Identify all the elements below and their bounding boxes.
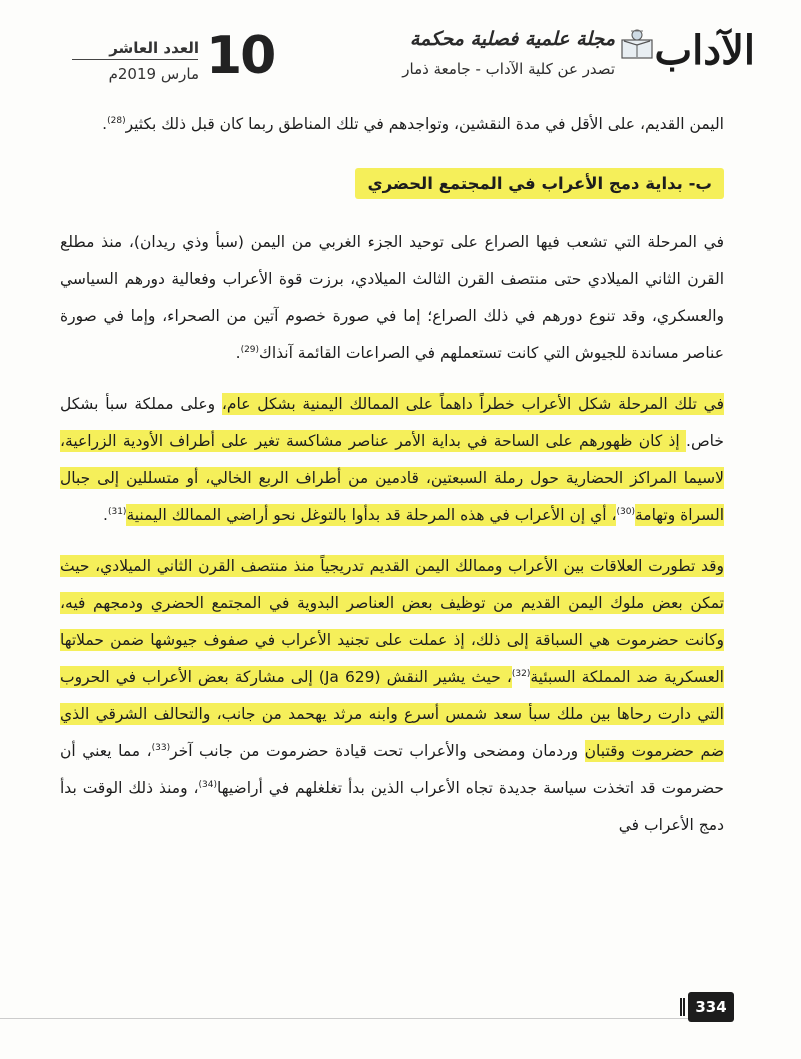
footnote-ref: (31) — [107, 506, 127, 517]
paragraph-4 — [60, 548, 724, 844]
footnote-ref: (33) — [151, 742, 171, 753]
page-number: 334 — [688, 992, 734, 1022]
paragraph-gap — [60, 372, 724, 386]
footnote-ref: (28) — [107, 115, 126, 126]
journal-title: مجلة علمية فصلية محكمة — [409, 28, 615, 50]
highlighted-text: ، حيث يشير النقش (Ja 629) إلى مشاركة بعض الأعراب في الحروب التي دارت رحاها بين ملك سبأ سعد شمس أسرع وابنه مرثد يهحمد من جانب، والتحالف الشرقي الذي ضم حضرموت وقتبان — [60, 668, 724, 760]
paragraph-text: في المرحلة التي تشعب فيها الصراع على توحيد الجزء الغربي من اليمن (سبأ وذي ريدان)، منذ مطلع القرن الثاني الميلادي حتى منتصف القرن الثالث الميلادي، برزت قوة الأعراب وفعالية دورهم السياسي والعسكري، وقد تنوع دورهم في ذلك الصراع؛ إما في صورة خصوم آتين من الصحراء، وإما في صورة عناصر مساندة للجيوش التي كانت تستعملهم في الصراعات القائمة آنذاك — [60, 233, 724, 362]
issue-number: 10 — [206, 26, 275, 86]
paragraph-text: ، ومنذ ذلك الوقت بدأ دمج الأعراب في — [60, 779, 724, 834]
book-emblem-icon — [619, 28, 655, 62]
journal-logo: الآداب — [654, 27, 755, 74]
paragraph-text: وعلى مملكة سبأ بشكل خاص. — [60, 395, 724, 450]
issue-block — [70, 28, 275, 88]
page-header — [0, 0, 801, 100]
highlighted-text: ، أي إن الأعراب في هذه المرحلة قد بدأوا بالتوغل نحو أراضي الممالك اليمنية — [126, 506, 617, 524]
highlighted-text: إذ كان ظهورهم على الساحة في بداية الأمر عناصر مشاكسة تغير على أطراف الأودية الزراعية، لاسيما المراكز الحضارية حول رملة السبعتين، قادمين من أطراف الربع الخالي، أو متسللين إلى جبال السراة وتهامة — [60, 432, 724, 524]
paragraph-text: اليمن القديم، على الأقل في مدة النقشين، وتواجدهم في تلك المناطق ربما كان قبل ذلك بكثير — [125, 115, 724, 133]
footer-divider — [0, 1018, 690, 1019]
paragraph-2: في المرحلة التي تشعب فيها الصراع على توحيد الجزء الغربي من اليمن (سبأ وذي ريدان)، منذ مطلع القرن الثاني الميلادي حتى منتصف القرن الثالث الميلادي، برزت قوة الأعراب وفعالية دورهم السياسي والعسكري، وقد تنوع دورهم في ذلك الصراع؛ إما في صورة خصوم آتين من الصحراء، وإما في صورة عناصر مساندة للجيوش التي كانت تستعملهم في الصراعات القائمة آنذاك$^{(29)}$. — [60, 233, 724, 362]
journal-subtitle: تصدر عن كلية الآداب - جامعة ذمار — [402, 60, 615, 78]
section-heading-text: ب- بداية دمج الأعراب في المجتمع الحضري — [355, 168, 724, 199]
paragraph-text: ، مما يعني أن حضرموت قد اتخذت سياسة جديدة تجاه الأعراب الذين بدأ تغلغلهم في أراضيها — [60, 742, 725, 797]
journal-masthead — [395, 20, 755, 90]
footnote-ref: (30) — [616, 506, 635, 517]
section-heading — [60, 165, 724, 202]
footnote-ref: (32) — [511, 668, 531, 679]
article-body — [60, 106, 724, 844]
footnote-ref: (29) — [240, 344, 260, 355]
paragraph-3: في تلك المرحلة شكل الأعراب خطراً داهماً على الممالك اليمنية بشكل عام، وعلى مملكة سبأ بشكل خاص. إذ كان ظهورهم على الساحة في بداية الأمر عناصر مشاكسة تغير على أطراف الأودية الزراعية، لاسيما المراكز الحضارية حول رملة السبعتين، قادمين من أطراف الربع الخالي، أو متسللين إلى جبال السراة وتهامة$^{(30)}$، أي إن الأعراب في هذه المرحلة قد بدأوا بالتوغل نحو أراضي الممالك اليمنية$^{(31)}$. — [60, 395, 724, 524]
paragraph-1: اليمن القديم، على الأقل في مدة النقشين، وتواجدهم في تلك المناطق ربما كان قبل ذلك بكثير$^{(28)}$. — [102, 115, 724, 133]
paragraph-text: وردمان ومضحى والأعراب تحت قيادة حضرموت من جانب آخر — [170, 742, 585, 760]
issue-title: العدد العاشر — [109, 39, 199, 57]
footnote-ref: (34) — [198, 779, 218, 790]
highlighted-text: في تلك المرحلة شكل الأعراب خطراً داهماً على الممالك اليمنية بشكل عام، — [221, 395, 724, 413]
highlighted-text: وقد تطورت العلاقات بين الأعراب وممالك اليمن القديم تدريجياً منذ منتصف القرن الثاني الميلادي، حيث تمكن بعض ملوك اليمن القديم من توظيف بعض العناصر البدوية في المجتمع الحضري ودمجهم فيه، وكانت حضرموت هي السباقة إلى ذلك، إذ عملت على تجنيد الأعراب في صفوف جيوشها ضمن حملاتها العسكرية ضد المملكة السبئية — [60, 557, 724, 686]
paragraph-gap — [60, 534, 724, 548]
issue-text — [59, 38, 199, 84]
issue-date: مارس 2019م — [108, 65, 199, 83]
